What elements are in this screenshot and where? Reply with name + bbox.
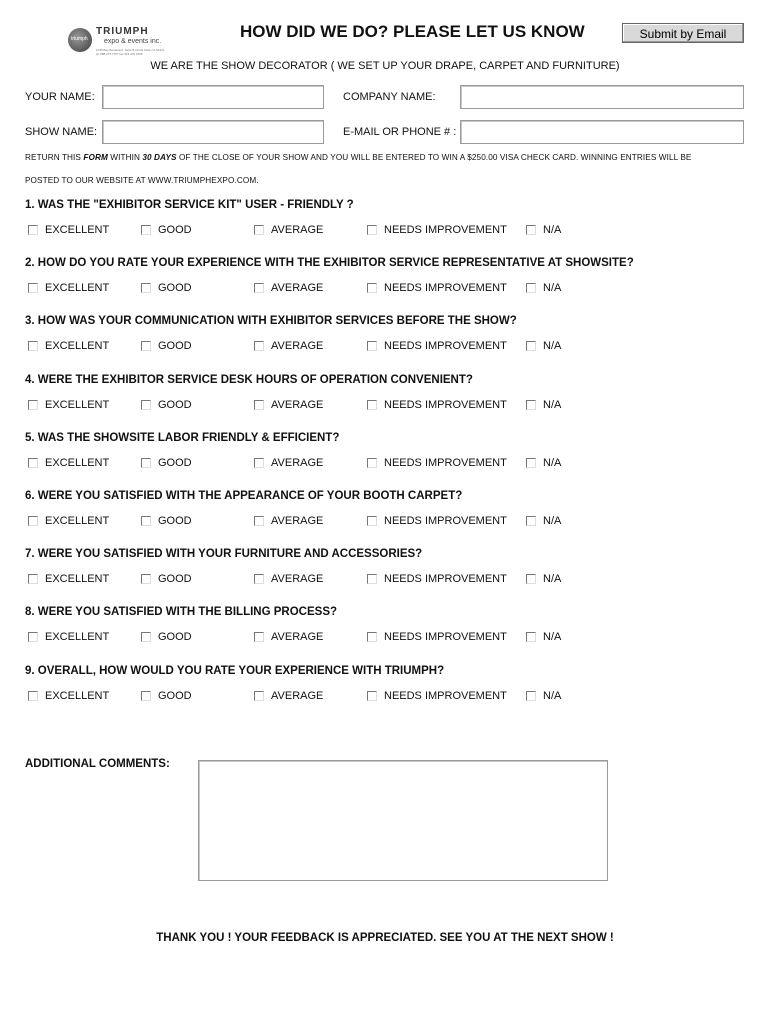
contest-notice-line2: POSTED TO OUR WEBSITE AT WWW.TRIUMPHEXPO.COM. [25, 176, 259, 185]
checkbox-icon[interactable] [28, 225, 38, 235]
additional-comments-label: ADDITIONAL COMMENTS: [25, 758, 170, 770]
checkbox-icon[interactable] [526, 458, 536, 468]
checkbox-icon[interactable] [526, 400, 536, 410]
option-label: GOOD [158, 573, 192, 585]
checkbox-icon[interactable] [367, 516, 377, 526]
option-label: AVERAGE [271, 631, 324, 643]
checkbox-icon[interactable] [254, 632, 264, 642]
option-label: EXCELLENT [45, 457, 110, 469]
option-label: N/A [543, 340, 562, 352]
option-label: GOOD [158, 340, 192, 352]
checkbox-icon[interactable] [526, 574, 536, 584]
question-8-option[interactable] [526, 631, 561, 643]
question-9-option[interactable] [367, 690, 507, 702]
checkbox-icon[interactable] [141, 283, 151, 293]
question-5-option[interactable] [526, 457, 561, 469]
logo-subtitle: expo & events inc. [104, 38, 162, 45]
checkbox-icon[interactable] [141, 341, 151, 351]
question-1-option[interactable] [367, 224, 507, 236]
option-label: EXCELLENT [45, 399, 110, 411]
question-4-option[interactable] [141, 399, 192, 411]
checkbox-icon[interactable] [254, 516, 264, 526]
checkbox-icon[interactable] [367, 574, 377, 584]
question-6-option[interactable] [254, 515, 323, 527]
question-4-option[interactable] [28, 399, 109, 411]
question-6-option[interactable] [28, 515, 109, 527]
checkbox-icon[interactable] [254, 283, 264, 293]
option-label: GOOD [158, 515, 192, 527]
question-7-option[interactable] [367, 573, 507, 585]
question-5-title: 5. WAS THE SHOWSITE LABOR FRIENDLY & EFFICIENT? [25, 432, 340, 444]
option-label: NEEDS IMPROVEMENT [384, 457, 507, 469]
your-name-label: YOUR NAME: [25, 91, 95, 103]
option-label: GOOD [158, 690, 192, 702]
option-label: AVERAGE [271, 457, 324, 469]
question-2-option[interactable] [526, 282, 561, 294]
checkbox-icon[interactable] [28, 574, 38, 584]
checkbox-icon[interactable] [28, 691, 38, 701]
checkbox-icon[interactable] [141, 691, 151, 701]
checkbox-icon[interactable] [254, 225, 264, 235]
checkbox-icon[interactable] [526, 283, 536, 293]
checkbox-icon[interactable] [141, 516, 151, 526]
checkbox-icon[interactable] [526, 516, 536, 526]
checkbox-icon[interactable] [141, 400, 151, 410]
option-label: N/A [543, 573, 562, 585]
option-label: AVERAGE [271, 399, 324, 411]
checkbox-icon[interactable] [28, 341, 38, 351]
option-label: EXCELLENT [45, 224, 110, 236]
show-name-label: SHOW NAME: [25, 126, 98, 138]
question-8-option[interactable] [367, 631, 507, 643]
your-name-input[interactable] [102, 85, 324, 109]
question-2-option[interactable] [254, 282, 323, 294]
option-label: N/A [543, 515, 562, 527]
checkbox-icon[interactable] [141, 225, 151, 235]
checkbox-icon[interactable] [526, 341, 536, 351]
question-9-title: 9. OVERALL, HOW WOULD YOU RATE YOUR EXPERIENCE WITH TRIUMPH? [25, 665, 445, 677]
question-1-option[interactable] [28, 224, 109, 236]
checkbox-icon[interactable] [367, 691, 377, 701]
option-label: NEEDS IMPROVEMENT [384, 573, 507, 585]
question-5-option[interactable] [141, 457, 192, 469]
logo-disc-icon: triumph [68, 28, 92, 52]
checkbox-icon[interactable] [526, 225, 536, 235]
checkbox-icon[interactable] [254, 341, 264, 351]
checkbox-icon[interactable] [254, 691, 264, 701]
checkbox-icon[interactable] [367, 400, 377, 410]
option-label: AVERAGE [271, 282, 324, 294]
checkbox-icon[interactable] [141, 458, 151, 468]
question-3-option[interactable] [254, 340, 323, 352]
option-label: AVERAGE [271, 224, 324, 236]
question-9-option[interactable] [28, 690, 109, 702]
option-label: GOOD [158, 631, 192, 643]
option-label: EXCELLENT [45, 573, 110, 585]
question-2-option[interactable] [367, 282, 507, 294]
option-label: EXCELLENT [45, 631, 110, 643]
question-3-option[interactable] [367, 340, 507, 352]
question-8-option[interactable] [28, 631, 109, 643]
question-1-title: 1. WAS THE "EXHIBITOR SERVICE KIT" USER - FRIENDLY ? [25, 199, 354, 211]
company-logo [68, 22, 164, 60]
option-label: NEEDS IMPROVEMENT [384, 224, 507, 236]
question-4-option[interactable] [367, 399, 507, 411]
company-name-label: COMPANY NAME: [343, 91, 436, 103]
option-label: NEEDS IMPROVEMENT [384, 690, 507, 702]
checkbox-icon[interactable] [367, 225, 377, 235]
question-9-option[interactable] [141, 690, 192, 702]
contest-notice: RETURN THIS FORM WITHIN 30 DAYS OF THE CLOSE OF YOUR SHOW AND YOU WILL BE ENTERED TO WIN A $250.00 VISA CHECK CARD. WINNING ENTRIES WILL BE [25, 153, 692, 162]
option-label: AVERAGE [271, 340, 324, 352]
checkbox-icon[interactable] [254, 574, 264, 584]
checkbox-icon[interactable] [141, 632, 151, 642]
question-6-option[interactable] [367, 515, 507, 527]
page-subtitle: WE ARE THE SHOW DECORATOR ( WE SET UP YOUR DRAPE, CARPET AND FURNITURE) [150, 60, 620, 72]
option-label: N/A [543, 690, 562, 702]
page-title: HOW DID WE DO? PLEASE LET US KNOW [240, 22, 585, 41]
checkbox-icon[interactable] [367, 341, 377, 351]
option-label: N/A [543, 457, 562, 469]
option-label: EXCELLENT [45, 282, 110, 294]
question-4-option[interactable] [526, 399, 561, 411]
option-label: NEEDS IMPROVEMENT [384, 631, 507, 643]
checkbox-icon[interactable] [526, 691, 536, 701]
option-label: NEEDS IMPROVEMENT [384, 282, 507, 294]
checkbox-icon[interactable] [28, 283, 38, 293]
option-label: EXCELLENT [45, 690, 110, 702]
question-7-option[interactable] [526, 573, 561, 585]
question-4-title: 4. WERE THE EXHIBITOR SERVICE DESK HOURS OF OPERATION CONVENIENT? [25, 374, 473, 386]
logo-brand: TRIUMPH [96, 26, 149, 37]
question-2-option[interactable] [141, 282, 192, 294]
option-label: EXCELLENT [45, 340, 110, 352]
question-1-option[interactable] [526, 224, 561, 236]
question-3-option[interactable] [526, 340, 561, 352]
checkbox-icon[interactable] [526, 632, 536, 642]
question-5-option[interactable] [367, 457, 507, 469]
question-6-title: 6. WERE YOU SATISFIED WITH THE APPEARANCE OF YOUR BOOTH CARPET? [25, 490, 463, 502]
email-phone-input[interactable] [460, 120, 744, 144]
option-label: N/A [543, 399, 562, 411]
checkbox-icon[interactable] [28, 400, 38, 410]
submit-by-email-button[interactable]: Submit by Email [622, 23, 744, 43]
show-name-input[interactable] [102, 120, 324, 144]
option-label: NEEDS IMPROVEMENT [384, 515, 507, 527]
option-label: N/A [543, 224, 562, 236]
question-2-option[interactable] [28, 282, 109, 294]
question-8-title: 8. WERE YOU SATISFIED WITH THE BILLING PROCESS? [25, 606, 338, 618]
option-label: NEEDS IMPROVEMENT [384, 340, 507, 352]
checkbox-icon[interactable] [367, 632, 377, 642]
question-1-option[interactable] [254, 224, 323, 236]
checkbox-icon[interactable] [367, 283, 377, 293]
checkbox-icon[interactable] [28, 632, 38, 642]
option-label: GOOD [158, 224, 192, 236]
logo-address: 1035 Bay Boulevard, Suite B Chula Vista CA 91911 ph 888.270.7797 fax 619.476.1565 [96, 48, 165, 56]
question-7-option[interactable] [28, 573, 109, 585]
question-9-option[interactable] [254, 690, 323, 702]
option-label: GOOD [158, 282, 192, 294]
company-name-input[interactable] [460, 85, 744, 109]
checkbox-icon[interactable] [367, 458, 377, 468]
question-5-option[interactable] [254, 457, 323, 469]
question-9-option[interactable] [526, 690, 561, 702]
question-7-title: 7. WERE YOU SATISFIED WITH YOUR FURNITURE AND ACCESSORIES? [25, 548, 423, 560]
option-label: AVERAGE [271, 690, 324, 702]
option-label: GOOD [158, 399, 192, 411]
checkbox-icon[interactable] [28, 458, 38, 468]
question-7-option[interactable] [141, 573, 192, 585]
question-6-option[interactable] [526, 515, 561, 527]
additional-comments-textarea[interactable] [198, 760, 608, 881]
question-6-option[interactable] [141, 515, 192, 527]
question-3-option[interactable] [141, 340, 192, 352]
checkbox-icon[interactable] [28, 516, 38, 526]
checkbox-icon[interactable] [141, 574, 151, 584]
checkbox-icon[interactable] [254, 458, 264, 468]
thank-you-message: THANK YOU ! YOUR FEEDBACK IS APPRECIATED. SEE YOU AT THE NEXT SHOW ! [156, 932, 614, 944]
email-phone-label: E-MAIL OR PHONE # : [343, 126, 457, 138]
question-7-option[interactable] [254, 573, 323, 585]
question-3-option[interactable] [28, 340, 109, 352]
question-8-option[interactable] [254, 631, 323, 643]
option-label: GOOD [158, 457, 192, 469]
checkbox-icon[interactable] [254, 400, 264, 410]
option-label: NEEDS IMPROVEMENT [384, 399, 507, 411]
question-8-option[interactable] [141, 631, 192, 643]
question-5-option[interactable] [28, 457, 109, 469]
question-3-title: 3. HOW WAS YOUR COMMUNICATION WITH EXHIBITOR SERVICES BEFORE THE SHOW? [25, 315, 517, 327]
option-label: N/A [543, 631, 562, 643]
question-2-title: 2. HOW DO YOU RATE YOUR EXPERIENCE WITH THE EXHIBITOR SERVICE REPRESENTATIVE AT SHOWSITE? [25, 257, 634, 269]
question-4-option[interactable] [254, 399, 323, 411]
question-1-option[interactable] [141, 224, 192, 236]
option-label: EXCELLENT [45, 515, 110, 527]
option-label: AVERAGE [271, 515, 324, 527]
option-label: AVERAGE [271, 573, 324, 585]
option-label: N/A [543, 282, 562, 294]
